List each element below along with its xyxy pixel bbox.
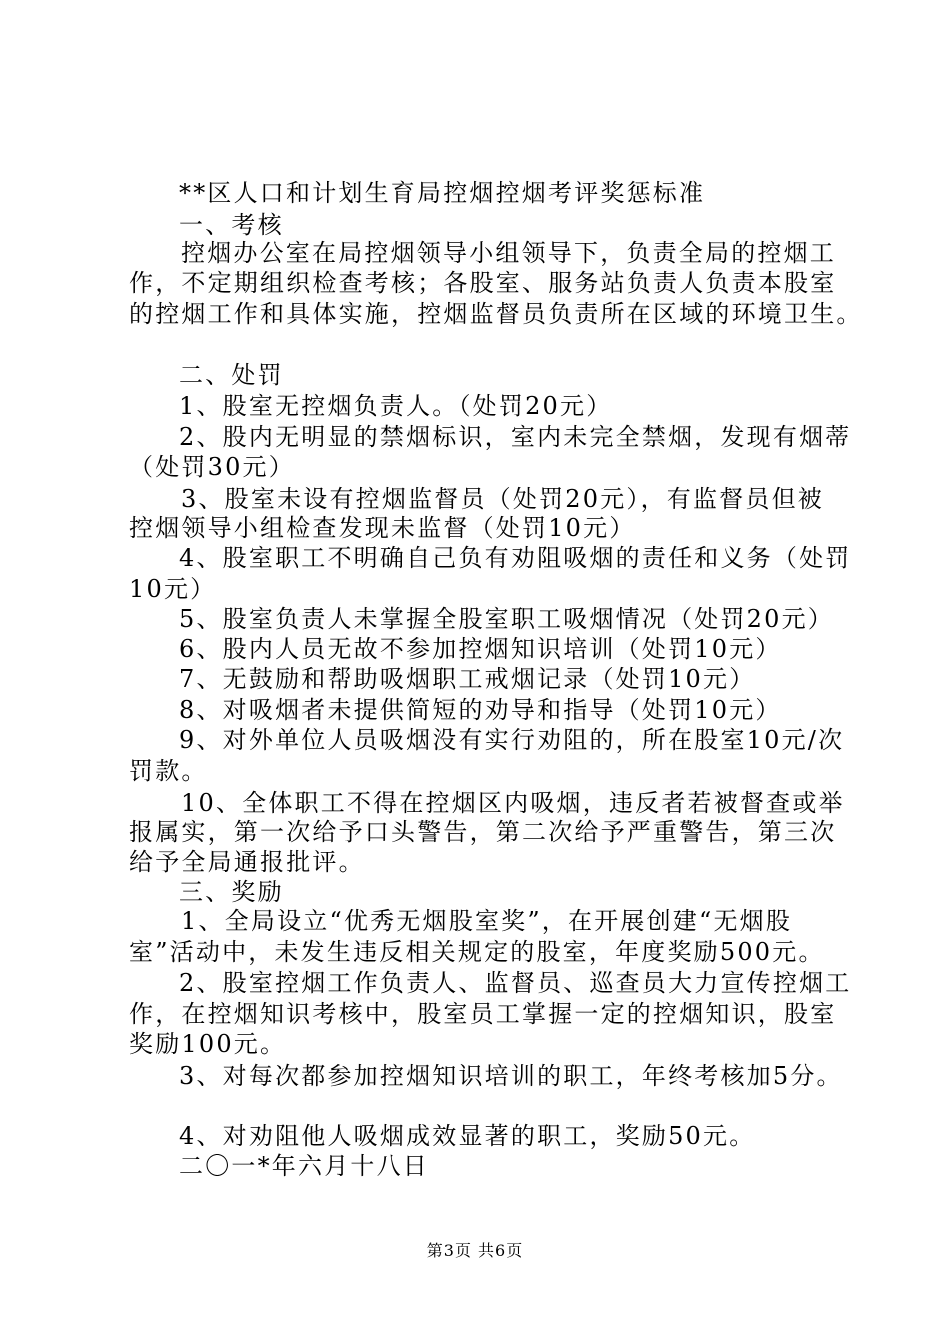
- penalty-item-continuation: 罚款。: [129, 757, 208, 785]
- penalty-item-continuation: 报属实，第一次给予口头警告，第二次给予严重警告，第三次: [129, 818, 837, 846]
- reward-item: 4、对劝阻他人吸烟成效显著的职工，奖励50元。: [179, 1122, 756, 1150]
- penalty-item-continuation: （处罚30元）: [129, 453, 295, 481]
- reward-item: 1、全局设立“优秀无烟股室奖”，在开展创建“无烟股: [181, 907, 793, 935]
- penalty-item: 7、无鼓励和帮助吸烟职工戒烟记录（处罚10元）: [179, 665, 756, 693]
- penalty-item: 2、股内无明显的禁烟标识，室内未完全禁烟，发现有烟蒂: [179, 423, 852, 451]
- penalty-item: 9、对外单位人员吸烟没有实行劝阻的，所在股室10元/次: [179, 726, 845, 754]
- assessment-paragraph-line: 的控烟工作和具体实施，控烟监督员负责所在区域的环境卫生。: [129, 300, 863, 328]
- document-date: 二〇一*年六月十八日: [179, 1152, 429, 1180]
- penalty-item: 1、股室无控烟负责人。（处罚20元）: [179, 392, 613, 420]
- penalty-item: 10、全体职工不得在控烟区内吸烟，违反者若被督查或举: [181, 789, 845, 817]
- reward-item-continuation: 作，在控烟知识考核中，股室员工掌握一定的控烟知识，股室: [129, 1000, 837, 1028]
- penalty-item-continuation: 给予全局通报批评。: [129, 848, 365, 876]
- reward-item-continuation: 室”活动中，未发生违反相关规定的股室，年度奖励500元。: [129, 938, 825, 966]
- penalty-item: 8、对吸烟者未提供简短的劝导和指导（处罚10元）: [179, 696, 782, 724]
- penalty-item-continuation: 控烟领导小组检查发现未监督（处罚10元）: [129, 514, 636, 542]
- penalty-item: 3、股室未设有控烟监督员（处罚20元），有监督员但被: [181, 485, 825, 513]
- reward-item: 3、对每次都参加控烟知识培训的职工，年终考核加5分。: [179, 1062, 843, 1090]
- document-title: **区人口和计划生育局控烟控烟考评奖惩标准: [179, 179, 706, 207]
- section-heading-assessment: 一、考核: [179, 211, 284, 239]
- section-heading-reward: 三、奖励: [179, 878, 284, 906]
- penalty-item-continuation: 10元）: [129, 575, 217, 603]
- penalty-item: 4、股室职工不明确自己负有劝阻吸烟的责任和义务（处罚: [179, 544, 852, 572]
- page-number-footer: 第3页 共6页: [426, 1241, 524, 1260]
- reward-item: 2、股室控烟工作负责人、监督员、巡查员大力宣传控烟工: [179, 969, 852, 997]
- penalty-item: 5、股室负责人未掌握全股室职工吸烟情况（处罚20元）: [179, 605, 835, 633]
- assessment-paragraph-line: 控烟办公室在局控烟领导小组领导下，负责全局的控烟工: [181, 239, 836, 267]
- reward-item-continuation: 奖励100元。: [129, 1030, 287, 1058]
- assessment-paragraph-line: 作，不定期组织检查考核；各股室、服务站负责人负责本股室: [129, 269, 837, 297]
- section-heading-penalty: 二、处罚: [179, 361, 284, 389]
- penalty-item: 6、股内人员无故不参加控烟知识培训（处罚10元）: [179, 635, 782, 663]
